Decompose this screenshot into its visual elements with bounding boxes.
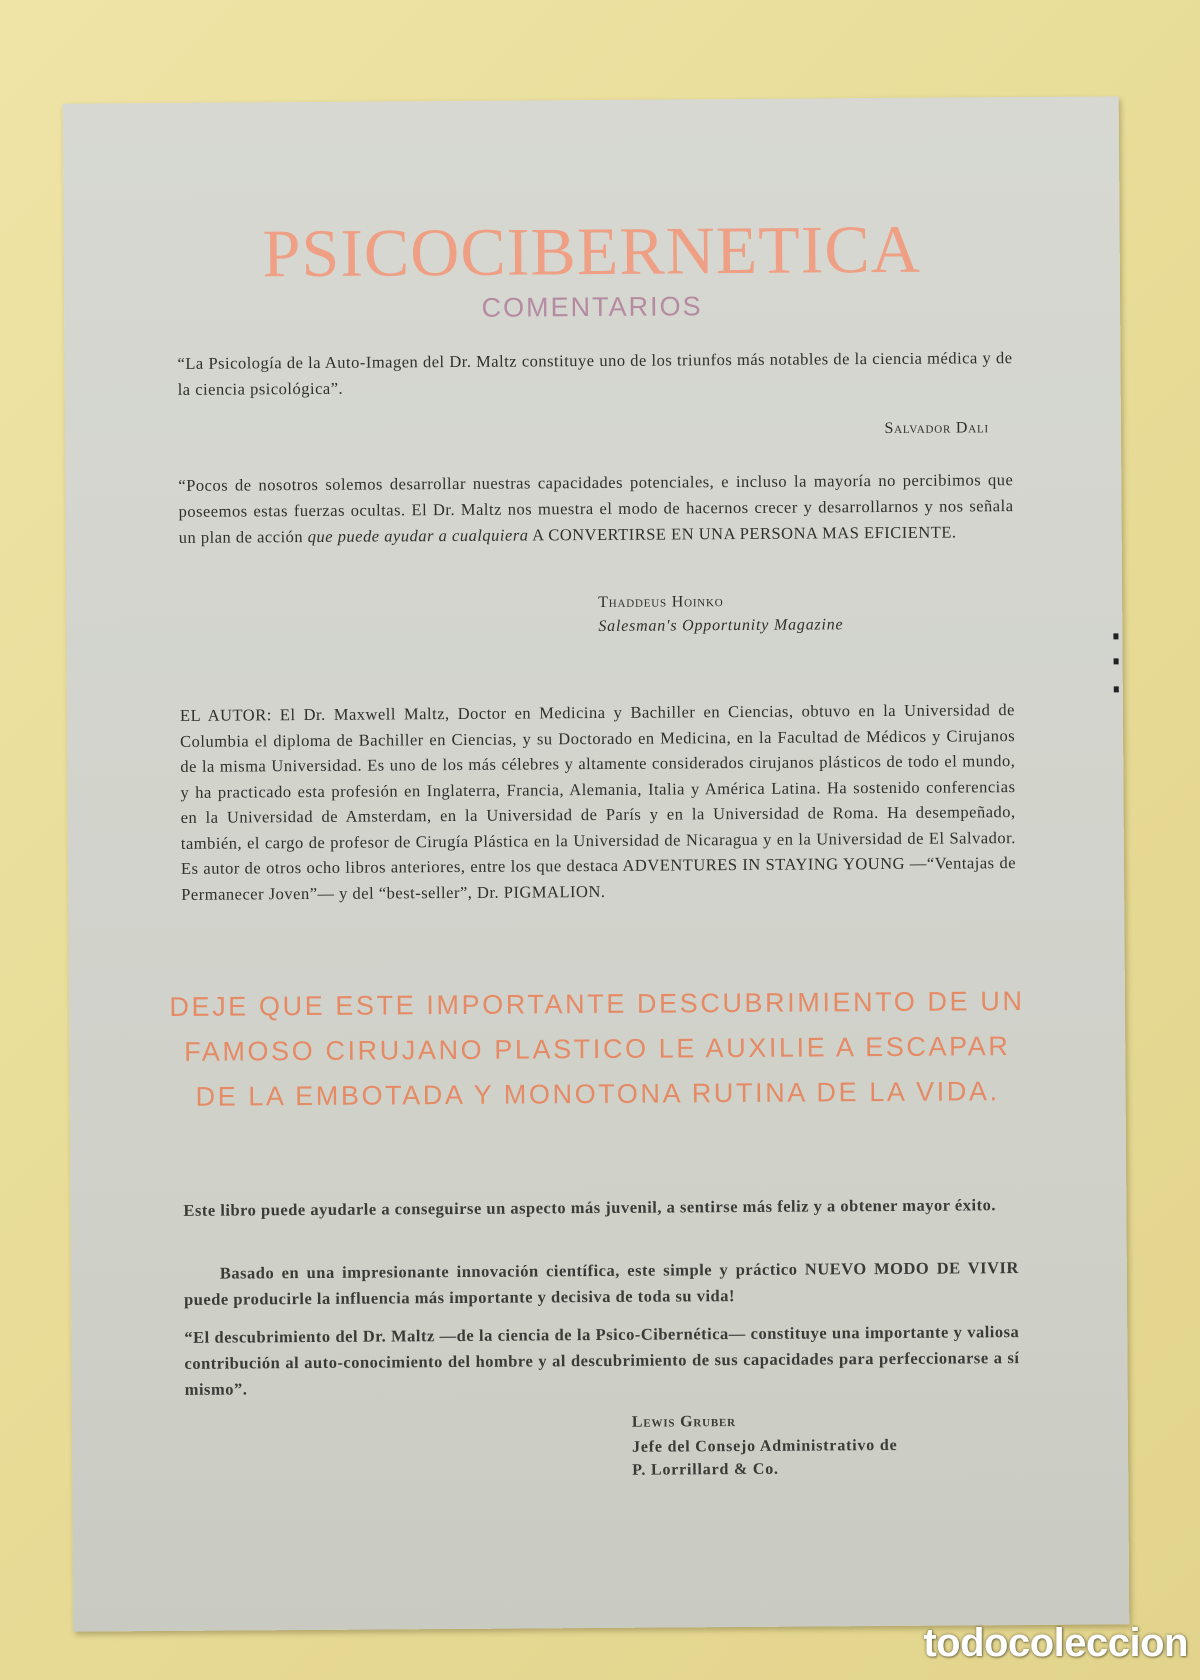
book-title: PSICOCIBERNETICA [262,210,922,292]
quote-hoinko-author: Thaddeus Hoinko [598,593,724,611]
section-subtitle: COMENTARIOS [481,291,703,323]
quote-gruber: “El descubrimiento del Dr. Maltz —de la ciencia de la Psico-Cibernética— constituye una importante y valiosa contribución al auto-conocimiento del hombre y al descubrimiento de sus capacidades para perfeccionarse a sí mismo”. [184,1322,1020,1399]
quote-gruber-company: P. Lorrillard & Co. [632,1460,779,1479]
edge-mark [1114,658,1119,664]
promo-paragraph-2: Basado en una impresionante innovación científica, este simple y práctico NUEVO MODO DE VIVIR puede producirle la influencia más importante y decisiva de toda su vida! [183,1258,1019,1309]
quote-gruber-role: Jefe del Consejo Administrativo de [632,1436,898,1456]
quote-dali: “La Psicología de la Auto-Imagen del Dr. Maltz constituye uno de los triunfos más notables de la ciencia médica y de la ciencia psicológica”. [177,348,1013,399]
quote-dali-author: Salvador Dali [884,419,990,437]
promo-paragraph-1: Este libro puede ayudarle a conseguirse un aspecto más juvenil, a sentirse más feliz y a obtener mayor éxito. [183,1195,997,1220]
quote-hoinko-text-a: “Pocos de nosotros solemos desarrollar nuestras capacidades potenciales, e incluso la mayoría no percibimos que poseemos estas fuerzas ocultas. El Dr. Maltz nos muestra el modo de hacernos crecer y desarrollarnos y nos señala un plan de acción [178,470,1014,547]
watermark-logo: todocoleccion [923,1621,1188,1665]
quote-hoinko-text-c: A CONVERTIRSE EN UNA PERSONA MAS EFICIENTE. [528,522,957,545]
edge-mark [1113,633,1118,639]
author-bio: EL AUTOR: El Dr. Maxwell Maltz, Doctor en Medicina y Bachiller en Ciencias, obtuvo en la Universidad de Columbia el diploma de Bachiller en Ciencias, y su Doctorado en Medicina, en la Facultad de Médicos y Cirujanos de la misma Universidad. Es uno de los más célebres y altamente considerados cirujanos plásticos de todo el mundo, y ha practicado esta profesión en Inglaterra, Francia, Alemania, Italia y América Latina. Ha sostenido conferencias en la Universidad de Amsterdam, en la Universidad de París y en la Universidad de Roma. Ha desempeñado, también, el cargo de profesor de Cirugía Plástica en la Universidad de Nicaragua y en la Universidad de El Salvador. Es autor de otros ocho libros anteriores, entre los que destaca ADVENTURES IN STAYING YOUNG —“Ventajas de Permanecer Joven”— y del “best-seller”, Dr. PIGMALION. [179,700,1017,904]
quote-hoinko-magazine: Salesman's Opportunity Magazine [598,616,844,635]
quote-hoinko [178,467,1014,551]
quote-gruber-author: Lewis Gruber [631,1413,736,1431]
book-back-cover [63,96,1130,1631]
edge-mark [1114,686,1119,692]
promo-headline: DEJE QUE ESTE IMPORTANTE DESCUBRIMIENTO DE UN FAMOSO CIRUJANO PLASTICO LE AUXILIE A ESCAPAR DE LA EMBOTADA Y MONOTONA RUTINA DE LA VIDA. [169,986,1025,1112]
quote-hoinko-text-italic: que puede ayudar a cualquiera [307,525,529,547]
